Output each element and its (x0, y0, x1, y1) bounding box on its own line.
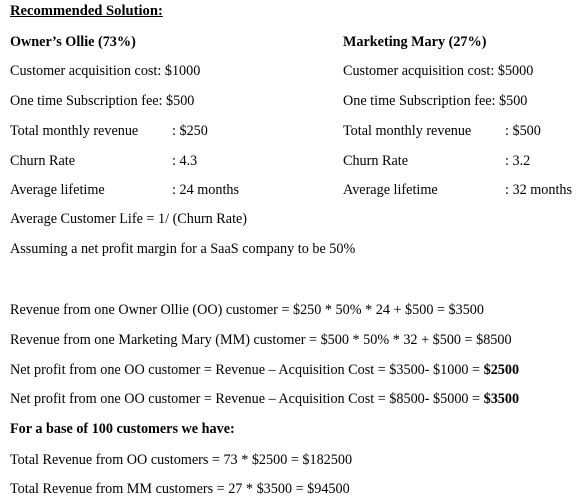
mary-lifetime-label: Average lifetime (343, 182, 438, 198)
owner-lifetime-label: Average lifetime (10, 182, 105, 198)
net-profit-mm-calculation (10, 391, 519, 408)
net-profit-oo-text: Net profit from one OO customer = Revenue – Acquisition Cost = $3500- $1000 = (10, 362, 484, 378)
revenue-oo-calculation: Revenue from one Owner Ollie (OO) customer = $250 * 50% * 24 + $500 = $3500 (10, 302, 484, 318)
total-revenue-oo: Total Revenue from OO customers = 73 * $2500 = $182500 (10, 452, 353, 468)
section-heading: Recommended Solution: (10, 3, 163, 19)
mary-lifetime-value: : 32 months (505, 182, 573, 198)
owner-subscription-fee: One time Subscription fee: $500 (10, 93, 195, 109)
mary-acquisition-cost: Customer acquisition cost: $5000 (343, 63, 534, 79)
total-revenue-mm: Total Revenue from MM customers = 27 * $3500 = $94500 (10, 481, 350, 497)
owner-churn-value: : 4.3 (172, 153, 198, 169)
owner-churn-label: Churn Rate (10, 153, 76, 169)
mary-monthly-revenue-label: Total monthly revenue (343, 123, 472, 139)
owner-monthly-revenue-value: : $250 (172, 123, 208, 139)
net-profit-mm-text: Net profit from one OO customer = Revenue – Acquisition Cost = $8500- $5000 = (10, 391, 484, 407)
mary-churn-value: : 3.2 (505, 153, 531, 169)
mary-monthly-revenue-value: : $500 (505, 123, 541, 139)
owner-lifetime-value: : 24 months (172, 182, 240, 198)
persona-title-marketing-mary: Marketing Mary (27%) (343, 34, 487, 50)
customer-base-heading: For a base of 100 customers we have: (10, 421, 235, 437)
mary-churn-label: Churn Rate (343, 153, 409, 169)
customer-life-formula: Average Customer Life = 1/ (Churn Rate) (10, 211, 248, 227)
net-profit-mm-value: $3500 (483, 391, 520, 407)
net-profit-oo-value: $2500 (483, 362, 520, 378)
net-profit-oo-calculation (10, 362, 519, 379)
owner-monthly-revenue-label: Total monthly revenue (10, 123, 139, 139)
owner-acquisition-cost: Customer acquisition cost: $1000 (10, 63, 201, 79)
persona-title-owner-ollie: Owner’s Ollie (73%) (10, 34, 136, 50)
profit-margin-assumption: Assuming a net profit margin for a SaaS company to be 50% (10, 241, 356, 257)
revenue-mm-calculation: Revenue from one Marketing Mary (MM) customer = $500 * 50% * 32 + $500 = $8500 (10, 332, 512, 348)
mary-subscription-fee: One time Subscription fee: $500 (343, 93, 528, 109)
